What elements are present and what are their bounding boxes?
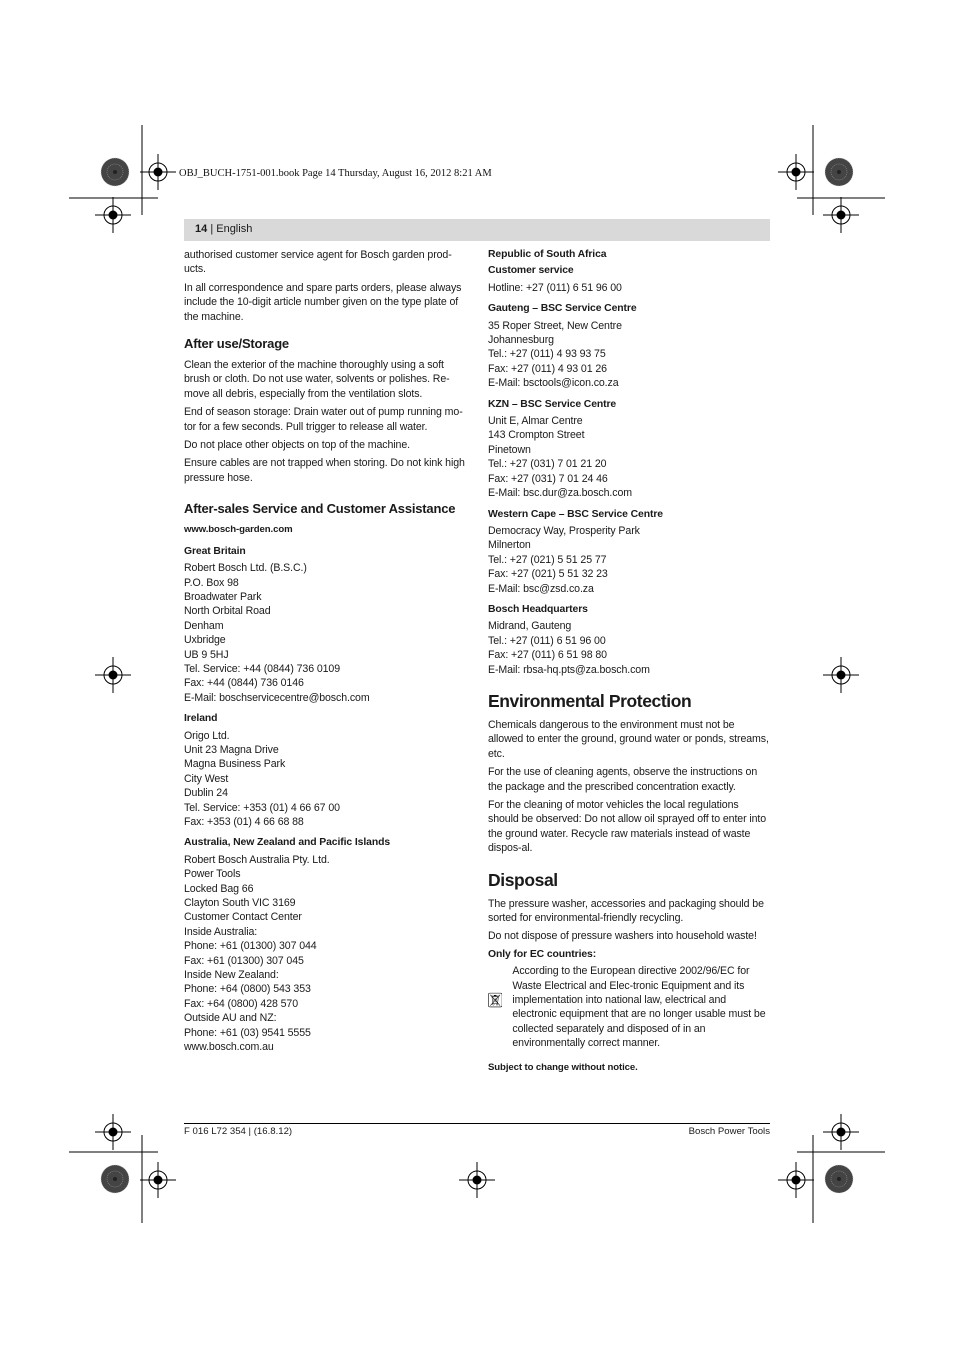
after-use-paragraph: End of season storage: Drain water out of pump running mo-tor for a few seconds. Pull trigger to release all water. (184, 406, 463, 433)
address-title: Gauteng – BSC Service Centre (488, 303, 637, 315)
address-line: Johannesburg (488, 334, 554, 347)
address-line: Clayton South VIC 3169 (184, 897, 296, 910)
address-line: Fax: +61 (01300) 307 045 (184, 954, 304, 967)
south-africa-block (488, 248, 770, 295)
address-title: Bosch Headquarters (488, 603, 588, 615)
address-line: Tel.: +27 (021) 5 51 25 77 (488, 553, 607, 566)
service-heading: After-sales Service and Customer Assistance (184, 501, 456, 517)
address-line: Fax: +64 (0800) 428 570 (184, 997, 299, 1010)
website-link[interactable]: www.bosch.com.au (184, 1041, 274, 1054)
address-line: Locked Bag 66 (184, 882, 254, 895)
address-line: Outside AU and NZ: (184, 1012, 277, 1025)
environment-heading: Environmental Protection (488, 690, 692, 711)
address-line: Fax: +27 (011) 6 51 98 80 (488, 649, 607, 662)
header-separator: | (210, 223, 214, 235)
environment-paragraph: For the use of cleaning agents, observe the instructions on the package and the prescribed concentration exactly. (488, 766, 758, 793)
address-line: Magna Business Park (184, 758, 286, 771)
address-title: KZN – BSC Service Centre (488, 398, 617, 410)
address-line: Midrand, Gauteng (488, 620, 572, 633)
after-use-paragraph: Clean the exterior of the machine thoroughly using a soft brush or cloth. Do not use water, solvents or polishes. Re-move all debris, especially from the ventilation slots. (184, 359, 450, 400)
address-line: Democracy Way, Prosperity Park (488, 524, 640, 537)
address-line: City West (184, 772, 229, 785)
footer-brand: Bosch Power Tools (688, 1126, 770, 1137)
environment-paragraph: Chemicals dangerous to the environment must not be allowed to enter the ground, ground water or ponds, streams, etc. (488, 718, 769, 760)
address-line: Unit E, Almar Centre (488, 415, 583, 428)
after-use-heading: After use/Storage (184, 336, 289, 352)
environment-paragraph: For the cleaning of motor vehicles the local regulations should be observed: Do not allow oil sprayed off to enter into the ground water. Recycle raw materials instead of waste dispos-al. (488, 799, 767, 855)
address-line: Phone: +64 (0800) 543 353 (184, 983, 311, 996)
address-line: Origo Ltd. (184, 729, 230, 742)
address-line: E-Mail: bsctools@icon.co.za (488, 377, 619, 390)
address-block-western-cape (488, 508, 770, 596)
address-line: Broadwater Park (184, 590, 262, 603)
after-use-paragraph: Ensure cables are not trapped when storing. Do not kink high pressure hose. (184, 457, 465, 484)
after-use-paragraph: Do not place other objects on top of the machine. (184, 439, 410, 452)
address-line: Tel. Service: +44 (0844) 736 0109 (184, 662, 341, 675)
address-line: 143 Crompton Street (488, 429, 585, 442)
intro-paragraph: authorised customer service agent for Bosch garden prod-ucts. (184, 249, 452, 276)
address-line: UB 9 5HJ (184, 648, 229, 661)
disposal-paragraph: Do not dispose of pressure washers into household waste! (488, 930, 757, 943)
right-column (488, 248, 770, 1080)
change-notice: Subject to change without notice. (488, 1061, 638, 1073)
footer-document-number: F 016 L72 354 | (16.8.12) (184, 1126, 293, 1137)
address-line: Fax: +27 (011) 4 93 01 26 (488, 362, 607, 375)
address-line: E-Mail: bsc@zsd.co.za (488, 582, 594, 595)
address-block-ireland (184, 712, 468, 829)
address-line: Denham (184, 619, 224, 632)
address-line: Dublin 24 (184, 787, 228, 800)
intro-paragraph: In all correspondence and spare parts orders, please always include the 10-digit article number given on the type plate of the machine. (184, 281, 462, 323)
country-title: Republic of South Africa (488, 249, 607, 260)
address-line: North Orbital Road (184, 605, 271, 618)
address-title: Ireland (184, 713, 218, 725)
address-line: E-Mail: rbsa-hq.pts@za.bosch.com (488, 663, 650, 676)
address-title: Western Cape – BSC Service Centre (488, 508, 663, 520)
footer-rule (184, 1123, 770, 1124)
address-line: 35 Roper Street, New Centre (488, 319, 622, 332)
address-block-australia (184, 836, 468, 1054)
address-line: Unit 23 Magna Drive (184, 743, 279, 756)
print-slug: OBJ_BUCH-1751-001.book Page 14 Thursday, August 16, 2012 8:21 AM (179, 168, 492, 179)
left-column (184, 248, 468, 1055)
address-title: Australia, New Zealand and Pacific Islands (184, 837, 390, 849)
address-line: Phone: +61 (03) 9541 5555 (184, 1026, 311, 1039)
address-line: Fax: +44 (0844) 736 0146 (184, 677, 304, 690)
customer-service-label: Customer service (488, 265, 574, 277)
service-website: www.bosch-garden.com (184, 524, 293, 536)
address-line: E-Mail: bsc.dur@za.bosch.com (488, 487, 632, 500)
hotline: Hotline: +27 (011) 6 51 96 00 (488, 281, 622, 294)
weee-directive-text: According to the European directive 2002/96/EC for Waste Electrical and Elec-tronic Equipment and its implementation into national law, electrical and electronic equipment that are no longer usable must be collected separately and disposed of in an environmentally correct manner. (512, 965, 766, 1050)
address-line: Inside Australia: (184, 925, 258, 938)
address-line: Customer Contact Center (184, 911, 302, 924)
header-language: English (216, 223, 253, 235)
address-line: Tel.: +27 (011) 4 93 93 75 (488, 348, 606, 361)
address-line: Fax: +353 (01) 4 66 68 88 (184, 816, 304, 828)
address-line: Tel. Service: +353 (01) 4 66 67 00 (184, 801, 340, 814)
address-line: Pinetown (488, 443, 531, 456)
address-line: P.O. Box 98 (184, 576, 239, 589)
address-title: Great Britain (184, 545, 246, 557)
address-block-headquarters (488, 603, 770, 677)
address-block-gb (184, 545, 468, 705)
address-line: Uxbridge (184, 634, 226, 647)
address-block-gauteng (488, 302, 770, 390)
disposal-paragraph: The pressure washer, accessories and packaging should be sorted for environmental-friendly recycling. (488, 897, 764, 925)
address-line: Inside New Zealand: (184, 969, 279, 982)
address-line: Power Tools (184, 868, 241, 881)
address-line: Tel.: +27 (031) 7 01 21 20 (488, 458, 607, 471)
address-line: Phone: +61 (01300) 307 044 (184, 940, 317, 953)
address-line: Tel.: +27 (011) 6 51 96 00 (488, 634, 606, 647)
address-line: Fax: +27 (021) 5 51 32 23 (488, 568, 608, 581)
disposal-heading: Disposal (488, 869, 558, 890)
weee-block (488, 964, 770, 1050)
address-line: Robert Bosch Ltd. (B.S.C.) (184, 562, 307, 575)
address-block-kzn (488, 398, 770, 501)
page-header-bar (184, 219, 770, 241)
address-line: Robert Bosch Australia Pty. Ltd. (184, 853, 330, 866)
address-line: E-Mail: boschservicecentre@bosch.com (184, 691, 370, 704)
address-line: Fax: +27 (031) 7 01 24 46 (488, 472, 608, 485)
ec-label: Only for EC countries: (488, 948, 597, 960)
crossed-out-wheelie-bin-icon (488, 964, 502, 1036)
address-line: Milnerton (488, 539, 531, 552)
page-number: 14 (195, 223, 208, 235)
